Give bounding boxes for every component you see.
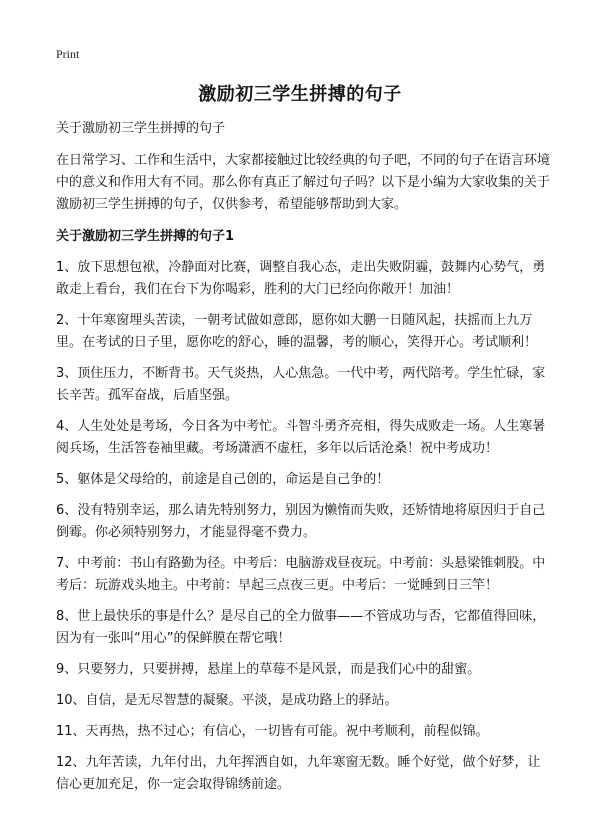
list-item: 2、十年寒窗埋头苦读，一朝考试做如意郎，愿你如大鹏一日随风起，扶摇而上九万里。在考试的日子里，愿你吃的舒心，睡的温馨，考的顺心，笑得开心。考试顺利！	[56, 313, 538, 350]
list-item: 6、没有特别幸运，那么请先特别努力，别因为懒惰而失败，还矫情地将原因归于自己倒霉。你必须特别努力，才能显得毫不费力。	[56, 503, 546, 540]
document-subtitle: 关于激励初三学生拼搏的句子	[56, 121, 226, 136]
list-item: 5、躯体是父母给的，前途是自己创的，命运是自己争的！	[56, 472, 390, 487]
list-item: 10、自信，是无尽智慧的凝聚。平淡，是成功路上的驿站。	[56, 693, 398, 708]
intro-paragraph: 在日常学习、工作和生活中，大家都接触过比较经典的句子吧，不同的句子在语言环境中的意义和作用大有不同。那么你有真正了解过句子吗？以下是小编为大家收集的关于激励初三学生拼搏的句子，仅供参考，希望能够帮助到大家。	[56, 153, 551, 212]
list-item: 9、只要努力，只要拼搏，悬崖上的草莓不是风景，而是我们心中的甜蜜。	[56, 662, 481, 677]
document-body	[56, 118, 552, 805]
list-item: 7、中考前：书山有路勤为径。中考后：电脑游戏昼夜玩。中考前：头悬梁锥刺股。中考后：玩游戏头地主。中考前：早起三点夜三更。中考后：一觉睡到日三竿！	[56, 556, 546, 593]
list-item: 1、放下思想包袱，冷静面对比赛，调整自我心态，走出失败阴霾，鼓舞内心势气，勇敢走上看台，我们在台下为你喝彩，胜利的大门已经向你敞开！加油！	[56, 260, 546, 297]
list-item: 12、九年苦读，九年付出，九年挥洒自如，九年寒窗无数。睡个好觉，做个好梦，让信心更加充足，你一定会取得锦绣前途。	[56, 755, 541, 792]
list-item: 8、世上最快乐的事是什么？是尽自己的全力做事——不管成功与否，它都值得回味，因为有一张叫“用心”的保鲜膜在帮它哦！	[56, 609, 546, 646]
list-item: 4、人生处处是考场，今日各为中考忙。斗智斗勇齐亮相，得失成败走一场。人生寒暑阅兵场，生活答卷袖里藏。考场潇洒不虚枉，多年以后话沧桑！祝中考成功！	[56, 419, 546, 456]
section-heading: 关于激励初三学生拼搏的句子1	[56, 229, 235, 244]
list-item: 11、天再热，热不过心；有信心，一切皆有可能。祝中考顺利，前程似锦。	[56, 724, 489, 739]
print-label: Print	[56, 47, 80, 61]
list-item: 3、顶住压力，不断背书。天气炎热，人心焦急。一代中考，两代陪考。学生忙碌，家长辛苦。孤军奋战，后盾坚强。	[56, 366, 546, 403]
page-title: 激励初三学生拼搏的句子	[198, 84, 402, 105]
